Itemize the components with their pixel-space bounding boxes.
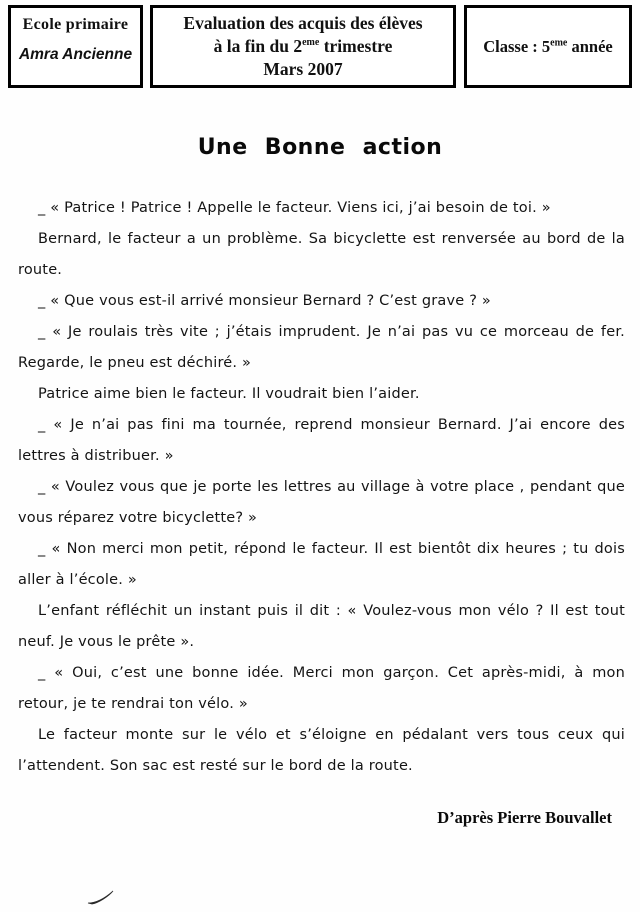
author-attribution: D’après Pierre Bouvallet [437,808,612,827]
class-label [483,37,613,57]
story-paragraph: Le facteur monte sur le vélo et s’éloigne en pédalant vers tous ceux qui l’attendent. Son sac est resté sur le bord de la route. [18,727,625,774]
evaluation-line1: Evaluation des acquis des élèves [183,13,423,33]
school-type-label: Ecole primaire [22,16,129,33]
evaluation-line2-post: trimestre [319,36,393,56]
school-box [8,5,143,88]
class-label-ordinal: eme [550,37,568,48]
evaluation-line2 [159,35,447,58]
evaluation-box [150,5,456,88]
story-paragraph: _ « Je roulais très vite ; j’étais imprudent. Je n’ai pas vu ce morceau de fer. Regarde, le pneu est déchiré. » [18,324,625,371]
class-label-post: année [567,36,613,56]
evaluation-line3: Mars 2007 [263,59,343,79]
story-paragraph: _ « Patrice ! Patrice ! Appelle le facteur. Viens ici, j’ai besoin de toi. » [38,200,551,216]
evaluation-line2-ordinal: eme [302,37,320,49]
story-paragraph: _ « Non merci mon petit, répond le facteur. Il est bientôt dix heures ; tu dois aller à l’école. » [18,541,625,588]
school-name-label: Amra Ancienne [18,46,133,63]
story-paragraph: Patrice aime bien le facteur. Il voudrait bien l’aider. [38,386,420,402]
evaluation-line2-pre: à la fin du 2 [213,36,303,56]
story-text [18,193,625,782]
pen-squiggle-mark [86,886,122,908]
story-paragraph: _ « Oui, c’est une bonne idée. Merci mon garçon. Cet après-midi, à mon retour, je te rendrai ton vélo. » [18,665,625,712]
class-box [464,5,632,88]
story-paragraph: _ « Je n’ai pas fini ma tournée, reprend monsieur Bernard. J’ai encore des lettres à distribuer. » [18,417,625,464]
story-paragraph: _ « Voulez vous que je porte les lettres au village à votre place , pendant que vous réparez votre bicyclette? » [18,479,625,526]
story-paragraph: L’enfant réfléchit un instant puis il dit : « Voulez-vous mon vélo ? Il est tout neuf. Je vous le prête ». [18,603,625,650]
story-paragraph: Bernard, le facteur a un problème. Sa bicyclette est renversée au bord de la route. [18,231,625,278]
story-paragraph: _ « Que vous est-il arrivé monsieur Bernard ? C’est grave ? » [38,293,491,309]
page-title: Une Bonne action [197,135,443,160]
header [8,5,632,88]
class-label-pre: Classe : 5 [483,36,551,56]
